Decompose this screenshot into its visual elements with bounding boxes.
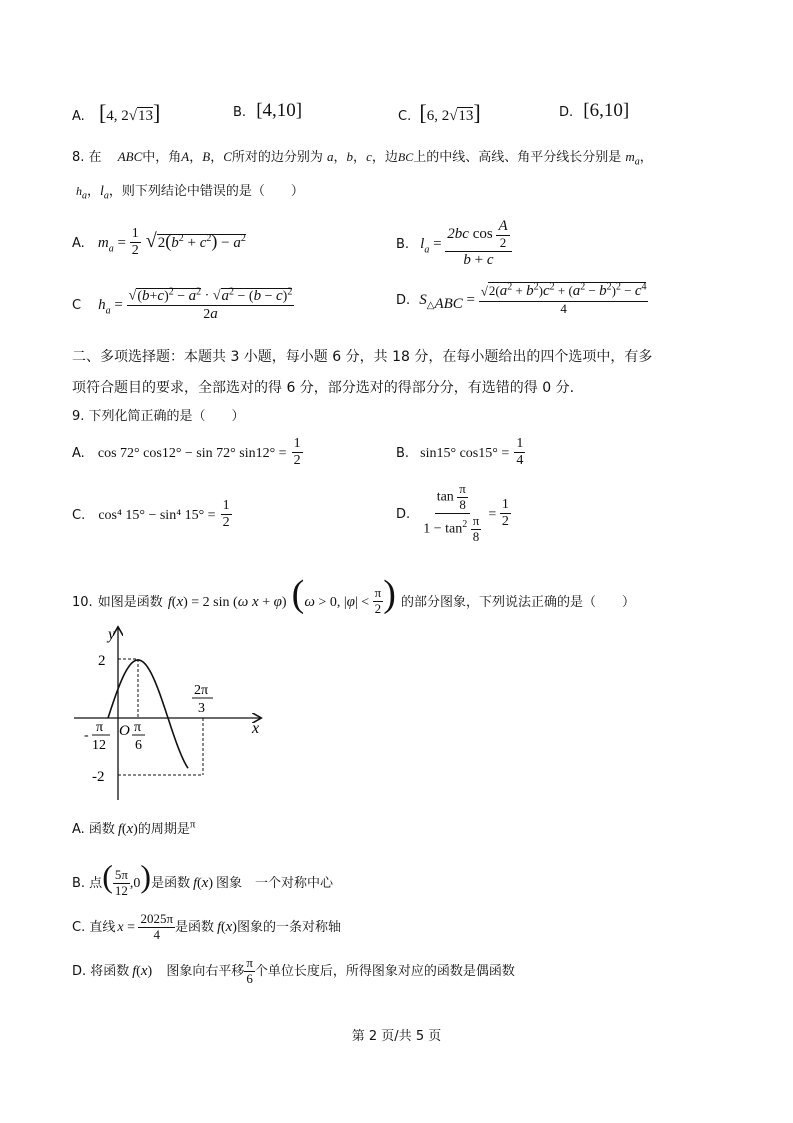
q7-option-b: B. [4,10] bbox=[233, 100, 303, 121]
function-graph bbox=[70, 618, 270, 808]
tick-neg-pi-12-sign: - bbox=[84, 728, 89, 743]
section2-heading-line2: 项符合题目的要求，全部选对的得 6 分，部分选对的得部分分，有选错的得 0 分. bbox=[72, 380, 575, 396]
y-min-label: -2 bbox=[92, 769, 105, 785]
q10-option-b: B. 点( $\frac{5\pi}{12}$ ,0)是函数 f(x) 图象 一个对称中心 bbox=[72, 858, 334, 898]
tick-pi-6-den: 6 bbox=[135, 738, 142, 753]
x-axis-label: x bbox=[252, 720, 260, 737]
q8-option-b: B. $l_a$ = 2bc cos $\frac{A}{2}$ b + c bbox=[396, 218, 512, 269]
q10-option-a: A. 函数 f(x)的周期是$^\pi$ bbox=[72, 818, 196, 837]
q8-stem-line1: 8. 在 ABC中，角A，B，C所对的边分别为 a，b，c，边BC上的中线、高线、角平分线长分别是 $m_a$， bbox=[72, 149, 653, 168]
y-max-label: 2 bbox=[98, 653, 106, 669]
q8-stem-line2: $h_a$，$l_a$，则下列结论中错误的是（ ） bbox=[76, 184, 304, 202]
q9-option-a: A. cos 72° cos12° − sin 72° sin12° = $\frac{1}{2}$ bbox=[72, 436, 301, 469]
tick-neg-pi-12-den: 12 bbox=[92, 738, 106, 753]
tick-pi-6-num: π bbox=[134, 720, 142, 735]
q8-option-c: C $h_a$ = $\frac{√(b+c)^2 - a^2 \cdot √a^2 - (b - c)^2}{2a}$ bbox=[72, 286, 293, 322]
page-footer: 第 2 页/共 5 页 bbox=[351, 1029, 442, 1044]
q7-option-a: A. [4, 2√13] bbox=[72, 100, 161, 125]
q9-option-c: C. cos⁴ 15° − sin⁴ 15° = $\frac{1}{2}$ bbox=[72, 498, 230, 531]
origin-label: O bbox=[119, 723, 130, 739]
q7-option-c: C. [6, 2√13] bbox=[398, 100, 481, 125]
q10-option-d: D. 将函数 f(x) 图象向右平移 $\frac{\pi}{6}$ 个单位长度后，所得图象对应的函数是偶函数 bbox=[72, 955, 515, 986]
q8-option-a: A. $m_a$ = $\frac{1}{2}$ $√2(b^2 + c^2) - a^2$ bbox=[72, 226, 246, 259]
tick-2pi-3-num: 2π bbox=[194, 683, 209, 698]
q7-option-d: D. [6,10] bbox=[559, 100, 630, 121]
section2-heading-line1: 二、多项选择题：本题共 3 小题，每小题 6 分，共 18 分，在每小题给出的四个选项中，有多 bbox=[72, 349, 653, 365]
q10-stem: 10. 如图是函数 f(x) = 2 sin (ω x + φ) (ω > 0, |φ| < $\frac{\pi}{2}$ ) 的部分图象，下列说法正确的是（ ） bbox=[72, 573, 635, 616]
q9-option-d: D. tan $\frac{\pi}{8}$ $1 - \tan^2$ $\frac{\pi}{8}$ = $\frac{1}{2}$ bbox=[396, 481, 509, 544]
q9-option-b: B. sin15° cos15° = $\frac{1}{4}$ bbox=[396, 436, 524, 469]
q10-option-c: C. 直线 x = $\frac{2025\pi}{4}$ 是函数 f(x)图象的一条对称轴 bbox=[72, 911, 341, 942]
sine-curve bbox=[108, 660, 188, 768]
y-axis-label: y bbox=[108, 626, 116, 643]
tick-2pi-3-den: 3 bbox=[198, 701, 205, 716]
tick-neg-pi-12-num: π bbox=[96, 720, 104, 735]
q9-stem: 9. 下列化简正确的是（ ） bbox=[72, 409, 245, 424]
q8-option-d: D. $S_{\triangle ABC}$ = $\frac{√2(a^2 + b^2)c^2 + (a^2 - b^2)^2 - c^4}{4}$ bbox=[396, 282, 647, 316]
